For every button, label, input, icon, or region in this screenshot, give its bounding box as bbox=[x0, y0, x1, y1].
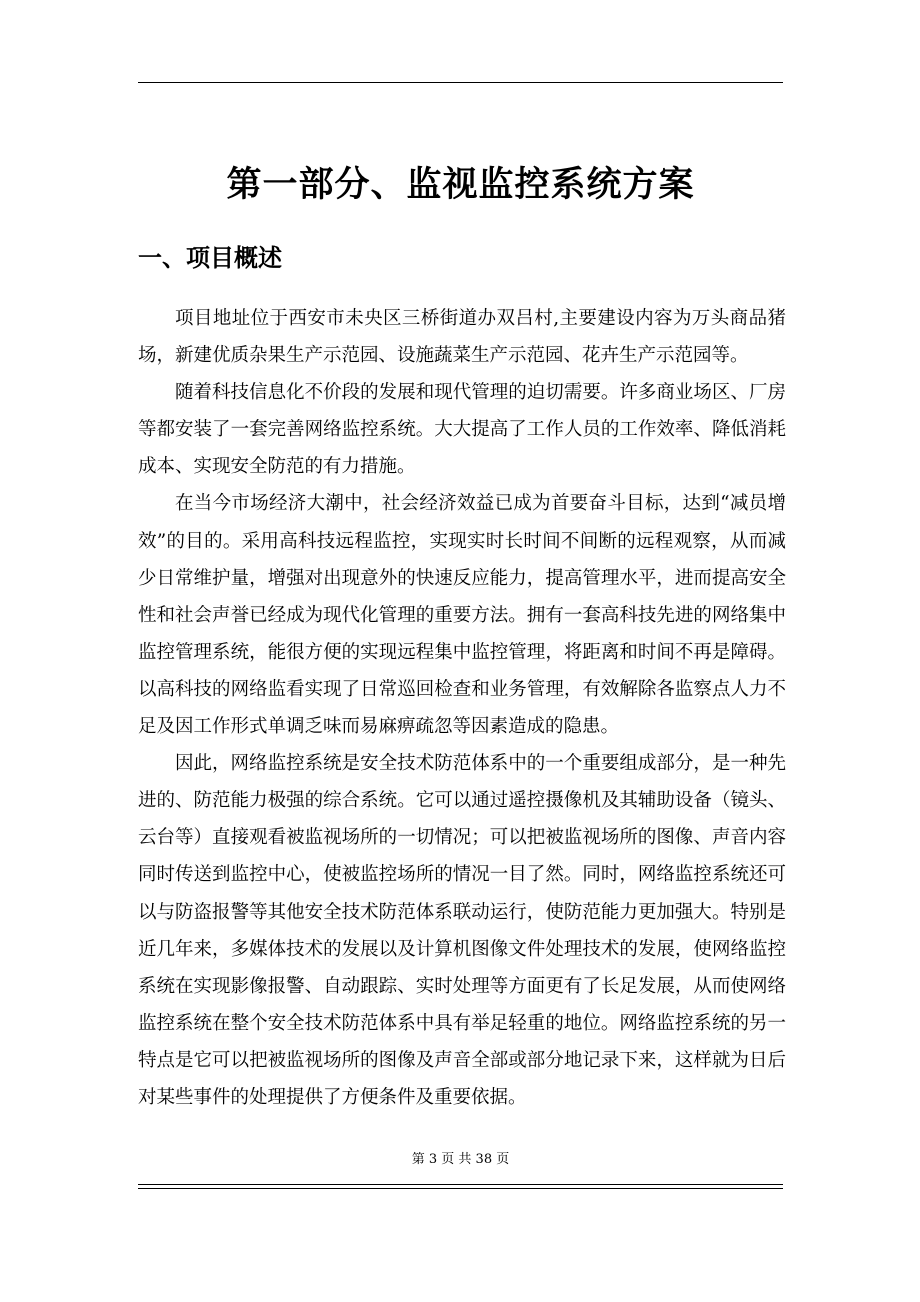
footer-rule bbox=[138, 1184, 783, 1189]
paragraph-1: 项目地址位于西安市未央区三桥街道办双吕村,主要建设内容为万头商品猪场，新建优质杂果生产示范园、设施蔬菜生产示范园、花卉生产示范园等。 bbox=[138, 308, 786, 367]
page-title: 第一部分、监视监控系统方案 bbox=[226, 164, 695, 205]
page-number-footer: 第 3 页 共 38 页 bbox=[411, 1152, 510, 1167]
section-heading: 一、项目概述 bbox=[138, 243, 282, 272]
paragraph-2: 随着科技信息化不价段的发展和现代管理的迫切需要。许多商业场区、厂房等都安装了一套完善网络监控系统。大大提高了工作人员的工作效率、降低消耗成本、实现安全防范的有力措施。 bbox=[138, 382, 786, 478]
document-body bbox=[138, 300, 786, 1116]
paragraph-4: 因此，网络监控系统是安全技术防范体系中的一个重要组成部分，是一种先进的、防范能力极强的综合系统。它可以通过遥控摄像机及其辅助设备（镜头、云台等）直接观看被监视场所的一切情况；可以把被监视场所的图像、声音内容同时传送到监控中心，使被监控场所的情况一目了然。同时，网络监控系统还可以与防盗报警等其他安全技术防范体系联动运行，使防范能力更加强大。特别是近几年来，多媒体技术的发展以及计算机图像文件处理技术的发展，使网络监控系统在实现影像报警、自动跟踪、实时处理等方面更有了长足发展，从而使网络监控系统在整个安全技术防范体系中具有举足轻重的地位。网络监控系统的另一特点是它可以把被监视场所的图像及声音全部或部分地记录下来，这样就为日后对某些事件的处理提供了方便条件及重要依据。 bbox=[138, 753, 786, 1108]
header-rule bbox=[138, 82, 783, 83]
paragraph-3: 在当今市场经济大潮中，社会经济效益已成为首要奋斗目标，达到“减员增效”的目的。采用高科技远程监控，实现实时长时间不间断的远程观察，从而减少日常维护量，增强对出现意外的快速反应能力，提高管理水平，进而提高安全性和社会声誉已经成为现代化管理的重要方法。拥有一套高科技先进的网络集中监控管理系统，能很方便的实现远程集中监控管理，将距离和时间不再是障碍。以高科技的网络监看实现了日常巡回检查和业务管理，有效解除各监察点人力不足及因工作形式单调乏味而易麻痹疏忽等因素造成的隐患。 bbox=[138, 493, 786, 738]
